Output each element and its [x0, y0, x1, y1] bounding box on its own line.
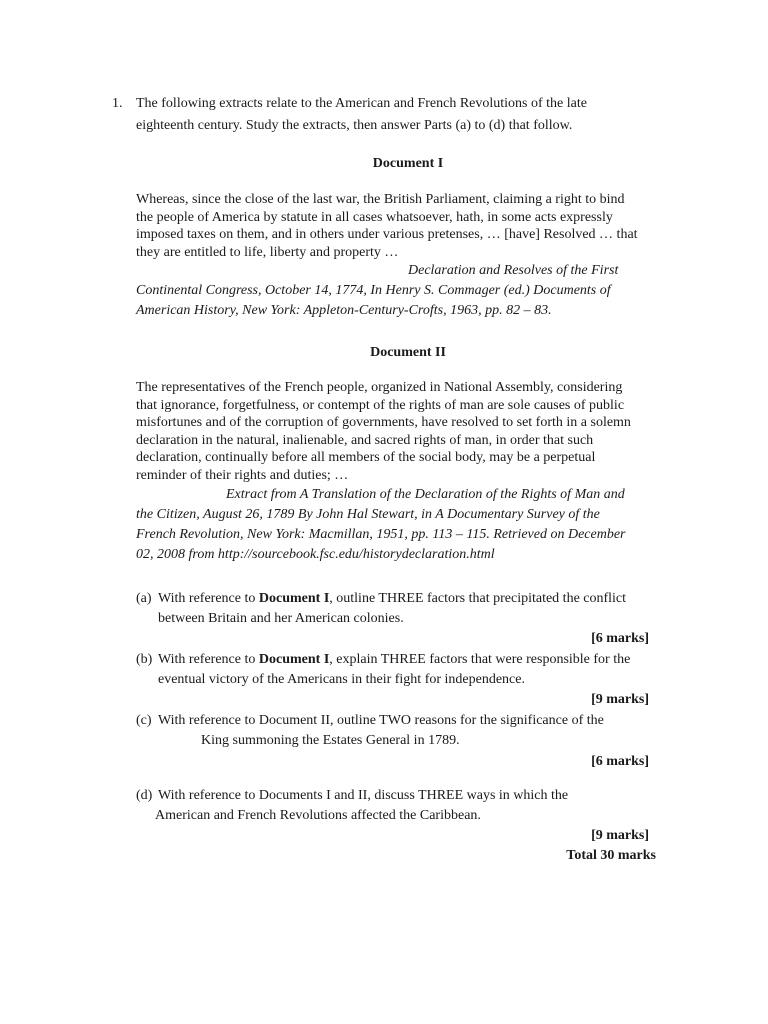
document-1-line: imposed taxes on them, and in others under various pretenses, … [have] Resolved … that — [136, 227, 638, 242]
document-2-citation-line: 02, 2008 from http://sourcebook.fsc.edu/historydeclaration.html — [136, 547, 495, 562]
question-intro-line: The following extracts relate to the American and French Revolutions of the late — [136, 96, 587, 111]
part-a-label: (a) — [136, 591, 152, 606]
document-1-citation-line: American History, New York: Appleton-Century-Crofts, 1963, pp. 82 – 83. — [136, 303, 552, 318]
document-2-body — [136, 379, 631, 484]
part-a-line-2: between Britain and her American colonies. — [158, 611, 404, 626]
part-b-line-1 — [158, 650, 630, 670]
document-1-heading — [0, 154, 768, 174]
document-2-citation-line: the Citizen, August 26, 1789 By John Hal Stewart, in A Documentary Survey of the — [136, 507, 600, 522]
document-2-line: declaration, continually before all members of the social body, may be a perpetual — [136, 450, 596, 465]
part-a-text-post: , outline THREE factors that precipitated the conflict — [329, 591, 627, 606]
part-d-line-1: With reference to Documents I and II, discuss THREE ways in which the — [158, 788, 569, 803]
document-2-line: misfortunes and of the corruption of governments, have resolved to set forth in a solemn — [136, 415, 631, 430]
part-c-marks: [6 marks] — [591, 754, 649, 769]
document-1-citation-line: Declaration and Resolves of the First — [408, 263, 619, 278]
document-2-heading — [0, 343, 768, 363]
part-b-question — [158, 650, 630, 690]
total-marks: Total 30 marks — [566, 848, 656, 863]
document-2-citation-line: Extract from A Translation of the Declaration of the Rights of Man and — [226, 487, 625, 502]
part-d-label: (d) — [136, 788, 153, 803]
document-2-line: that ignorance, forgetfulness, or contempt of the rights of man are sole causes of public — [136, 397, 625, 413]
part-c-line-1: With reference to Document II, outline TWO reasons for the significance of the — [158, 713, 604, 728]
document-1-body — [136, 191, 638, 261]
part-b-label: (b) — [136, 652, 153, 667]
part-b-text-pre: With reference to — [158, 652, 259, 667]
document-1-citation — [136, 261, 618, 321]
document-1-line: Whereas, since the close of the last war, the British Parliament, claiming a right to bind — [136, 192, 625, 207]
document-1-line: they are entitled to life, liberty and property … — [136, 244, 399, 260]
part-a-document-ref: Document I — [258, 591, 330, 606]
part-a-question — [158, 589, 626, 629]
part-a-marks: [6 marks] — [591, 631, 649, 646]
part-c-line-2: King summoning the Estates General in 1789. — [201, 733, 460, 748]
document-1-line: the people of America by statute in all cases whatsoever, hath, in some acts expressly — [136, 209, 613, 225]
document-2-citation-line: French Revolution, New York: Macmillan, 1951, pp. 113 – 115. Retrieved on December — [136, 527, 626, 542]
document-2-line: reminder of their rights and duties; … — [136, 467, 349, 483]
question-intro — [136, 93, 587, 137]
document-2-line: The representatives of the French people, organized in National Assembly, considering — [136, 380, 623, 395]
part-b-line-2: eventual victory of the Americans in their fight for independence. — [158, 672, 525, 687]
document-1-citation-line: Continental Congress, October 14, 1774, In Henry S. Commager (ed.) Documents of — [136, 283, 611, 298]
part-d-line-2: American and French Revolutions affected the Caribbean. — [155, 808, 481, 823]
part-a-line-1 — [158, 589, 626, 609]
question-intro-line: eighteenth century. Study the extracts, then answer Parts (a) to (d) that follow. — [136, 118, 573, 133]
document-2-citation — [136, 485, 626, 565]
document-2-line: declaration in the natural, inalienable, and sacred rights of man, in order that such — [136, 432, 594, 448]
part-b-marks: [9 marks] — [591, 692, 649, 707]
part-d-marks: [9 marks] — [591, 828, 649, 843]
question-number: 1. — [112, 96, 123, 111]
part-c-question — [158, 711, 604, 751]
part-b-text-post: , explain THREE factors that were responsible for the — [329, 652, 631, 667]
document-2-heading-text: Document II — [370, 345, 446, 360]
part-c-label: (c) — [136, 713, 152, 728]
part-a-text-pre: With reference to — [158, 591, 259, 606]
document-1-heading-text: Document I — [372, 156, 444, 171]
part-b-document-ref: Document I — [258, 652, 330, 667]
part-d-question — [155, 786, 569, 826]
